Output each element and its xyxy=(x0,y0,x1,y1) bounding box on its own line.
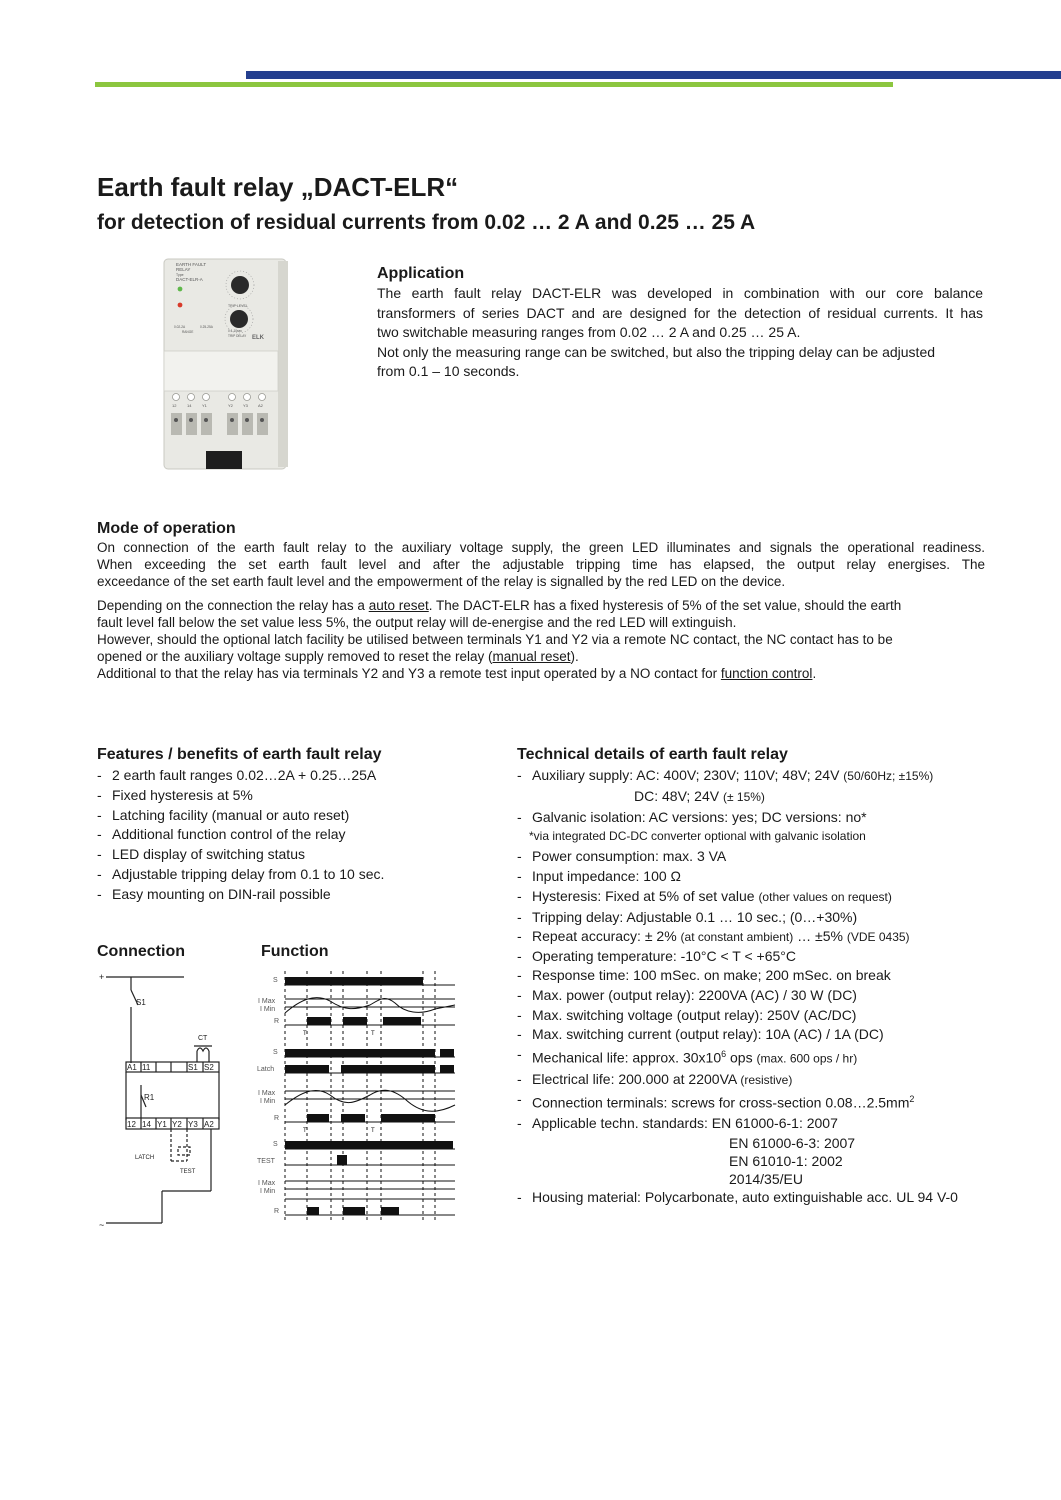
function-control-link[interactable]: function control xyxy=(720,666,813,681)
mode-line: On connection of the earth fault relay to the auxiliary voltage supply, the green LED illuminates and signals the operational readiness. xyxy=(97,540,985,555)
tech-heading: Technical details of earth fault relay xyxy=(517,746,788,763)
feature-item: - Latching facility (manual or auto reset) xyxy=(97,806,384,826)
mode-line: Depending on the connection the relay has a auto reset. The DACT-ELR has a fixed hysteresis of 5% of the set value, should the earth xyxy=(97,598,902,613)
signal-label: I Max xyxy=(258,1180,276,1187)
r1-label: R1 xyxy=(144,1093,155,1102)
mode-line: exceedance of the set earth fault level and the empowerment of the relay is signalled by the red LED on the device. xyxy=(97,574,786,589)
trip-level-knob-icon xyxy=(231,276,249,294)
signal-label: R xyxy=(274,1115,280,1122)
terminal-label: A1 xyxy=(127,1063,137,1072)
application-line: from 0.1 – 10 seconds. xyxy=(377,363,520,379)
terminal-label: 11 xyxy=(142,1063,151,1072)
tech-item-repeat: - Repeat accuracy: ± 2% (at constant ambient) … ±5% (VDE 0435) xyxy=(517,927,997,948)
features-heading: Features / benefits of earth fault relay xyxy=(97,746,382,763)
feature-item: - Fixed hysteresis at 5% xyxy=(97,786,384,806)
red-led-icon xyxy=(178,303,183,308)
terminal-label: 12 xyxy=(172,403,177,408)
feature-item: - Additional function control of the relay xyxy=(97,825,384,845)
terminal-label: Y2 xyxy=(228,403,233,408)
tech-item-power: - Power consumption: max. 3 VA xyxy=(517,847,997,867)
ct-label: CT xyxy=(198,1035,208,1042)
tech-item-aux-supply: - Auxiliary supply: AC: 400V; 230V; 110V; 48V; 24V (50/60Hz; ±15%) xyxy=(517,766,997,787)
application-line: two switchable measuring ranges from 0.02 … 2 A and 0.25 … 25 A. xyxy=(377,324,801,340)
signal-label: Latch xyxy=(257,1066,275,1073)
mode-text xyxy=(97,539,985,689)
mode-line: When exceeding the set earth fault level and after the adjustable tripping time has elapsed, the output relay energises. The xyxy=(97,557,985,572)
terminal-label: Y1 xyxy=(202,403,207,408)
tech-item-standards: - Applicable techn. standards: EN 61000-6-1: 2007 xyxy=(517,1114,997,1134)
mode-line: However, should the optional latch facility be utilised between terminals Y1 and Y2 via a remote NC contact, the NC contact has to be xyxy=(97,632,893,647)
signal-label: I Min xyxy=(260,1188,276,1195)
signal-label: TEST xyxy=(257,1158,275,1165)
tech-item-mech-life: - Mechanical life: approx. $30x10^6$ ops (max. 600 ops / hr) xyxy=(517,1045,997,1069)
tech-item-max-power: - Max. power (output relay): 2200VA (AC) / 30 W (DC) xyxy=(517,986,997,1006)
test-label: TEST xyxy=(180,1169,196,1175)
mode-line: fault level fall below the set value less 5%, the output relay will de-energise and the red LED will extinguish. xyxy=(97,615,737,630)
brand-logo: ELK xyxy=(252,335,264,341)
connection-heading: Connection xyxy=(97,943,185,960)
plus-label: + xyxy=(99,972,105,982)
terminal-label: 14 xyxy=(187,403,192,408)
t-label: T xyxy=(303,1031,307,1037)
manual-reset-link[interactable]: manual reset xyxy=(492,649,571,664)
tech-item-trip-delay: - Tripping delay: Adjustable 0.1 … 10 sec.; (0…+30%) xyxy=(517,908,997,928)
terminal-label: S1 xyxy=(188,1063,198,1072)
tech-item-terminals: - Connection terminals: screws for cross-section $0.08\dots 2.5mm^2$ xyxy=(517,1090,997,1113)
tech-item-standards: EN 61010-1: 2002 xyxy=(729,1153,843,1170)
terminal-label: 12 xyxy=(127,1120,136,1129)
device-front-line: Type xyxy=(176,273,184,277)
terminal-label: S2 xyxy=(204,1063,214,1072)
tech-item-max-current: - Max. switching current (output relay): 10A (AC) / 1A (DC) xyxy=(517,1025,997,1045)
terminal-label: A2 xyxy=(204,1120,214,1129)
page-subtitle: for detection of residual currents from 0.02 … 2 A and 0.25 … 25 A xyxy=(97,211,756,234)
tech-item-max-voltage: - Max. switching voltage (output relay): 250V (AC/DC) xyxy=(517,1006,997,1026)
application-text xyxy=(377,284,983,382)
mode-line: Additional to that the relay has via terminals Y2 and Y3 a remote test input operated by a NO contact for function control. xyxy=(97,666,817,681)
mode-heading: Mode of operation xyxy=(97,520,236,537)
auto-reset-link[interactable]: auto reset xyxy=(368,598,429,613)
signal-label: S xyxy=(273,977,278,984)
tech-item-op-temp: - Operating temperature: -10°C < T < +65°C xyxy=(517,948,997,966)
latch-label: LATCH xyxy=(135,1155,155,1161)
device-front-line: RELAY xyxy=(176,267,191,272)
application-heading: Application xyxy=(377,265,465,282)
tech-item-impedance: - Input impedance: 100 Ω xyxy=(517,867,997,887)
din-clip-icon xyxy=(206,451,242,469)
connection-diagram xyxy=(96,965,226,1230)
trip-delay-knob-icon xyxy=(230,310,248,328)
tech-item-standards: EN 61000-6-3: 2007 xyxy=(729,1134,856,1151)
tech-item-galvanic: - Galvanic isolation: AC versions: yes; DC versions: no* xyxy=(517,808,997,828)
terminal-label: Y3 xyxy=(188,1120,198,1129)
application-line: Not only the measuring range can be switched, but also the tripping delay can be adjusted xyxy=(377,343,936,360)
product-image xyxy=(160,255,292,471)
function-diagram xyxy=(255,965,460,1230)
t-label: T xyxy=(303,1128,307,1134)
knob-label: 0.02-2A xyxy=(174,325,186,329)
knob-label: TRIP DELAY xyxy=(228,334,247,338)
application-line: The earth fault relay DACT-ELR was developed in combination with our core balance xyxy=(377,285,983,301)
minus-label: ~ xyxy=(99,1220,105,1230)
t-label: T xyxy=(371,1031,375,1037)
green-led-icon xyxy=(178,287,183,292)
feature-item: - Easy mounting on DIN-rail possible xyxy=(97,885,384,905)
signal-label: I Min xyxy=(260,1006,276,1013)
signal-label: S xyxy=(273,1141,278,1148)
mode-line: opened or the auxiliary voltage supply removed to reset the relay (manual reset). xyxy=(97,649,579,664)
tech-item-response: - Response time: 100 mSec. on make; 200 mSec. on break xyxy=(517,966,997,986)
signal-label: I Max xyxy=(258,1090,276,1097)
terminal-label: Y3 xyxy=(243,403,248,408)
signal-label: I Min xyxy=(260,1098,276,1105)
tech-item-hysteresis: - Hysteresis: Fixed at 5% of set value (other values on request) xyxy=(517,887,997,908)
knob-label: TRIP LEVEL xyxy=(228,304,248,308)
terminal-label: Y1 xyxy=(157,1120,167,1129)
tech-item-galvanic-note: *via integrated DC-DC converter optional with galvanic isolation xyxy=(529,829,866,844)
tech-item-standards: 2014/35/EU xyxy=(729,1170,803,1187)
knob-label: 0.1-10sec xyxy=(228,329,242,333)
tech-item-housing: - Housing material: Polycarbonate, auto extinguishable acc. UL 94 V-0 xyxy=(517,1188,997,1208)
signal-label: I Max xyxy=(258,998,276,1005)
terminal-label: A2 xyxy=(258,403,263,408)
application-line: transformers of series DACT and are designed for the detection of residual currents. It has xyxy=(377,304,983,321)
knob-label: 0.25-25A xyxy=(200,325,213,329)
page-title: Earth fault relay „DACT-ELR“ xyxy=(97,172,459,202)
signal-label: R xyxy=(274,1018,280,1025)
terminal-label: Y2 xyxy=(172,1120,182,1129)
tech-item-aux-supply-dc: DC: 48V; 24V (± 15%) xyxy=(634,787,765,804)
function-heading: Function xyxy=(261,943,329,960)
features-list xyxy=(97,766,384,905)
signal-label: S xyxy=(273,1049,278,1056)
knob-label: RANGE xyxy=(182,330,194,334)
s1-label: S1 xyxy=(136,998,146,1007)
header-blue-bar xyxy=(246,71,1061,79)
signal-label: R xyxy=(274,1208,280,1215)
t-label: T xyxy=(371,1128,375,1134)
tech-list xyxy=(517,766,997,1207)
tech-item-elec-life: - Electrical life: 200.000 at 2200VA (resistive) xyxy=(517,1070,997,1091)
terminal-label: 14 xyxy=(142,1120,151,1129)
device-front-line: EARTH FAULT xyxy=(176,262,207,267)
feature-item: - 2 earth fault ranges 0.02…2A + 0.25…25A xyxy=(97,766,384,786)
device-front-line: DACT-ELR-A xyxy=(176,277,203,282)
feature-item: - LED display of switching status xyxy=(97,845,384,865)
header-green-bar xyxy=(95,82,893,87)
feature-item: - Adjustable tripping delay from 0.1 to 10 sec. xyxy=(97,865,384,885)
